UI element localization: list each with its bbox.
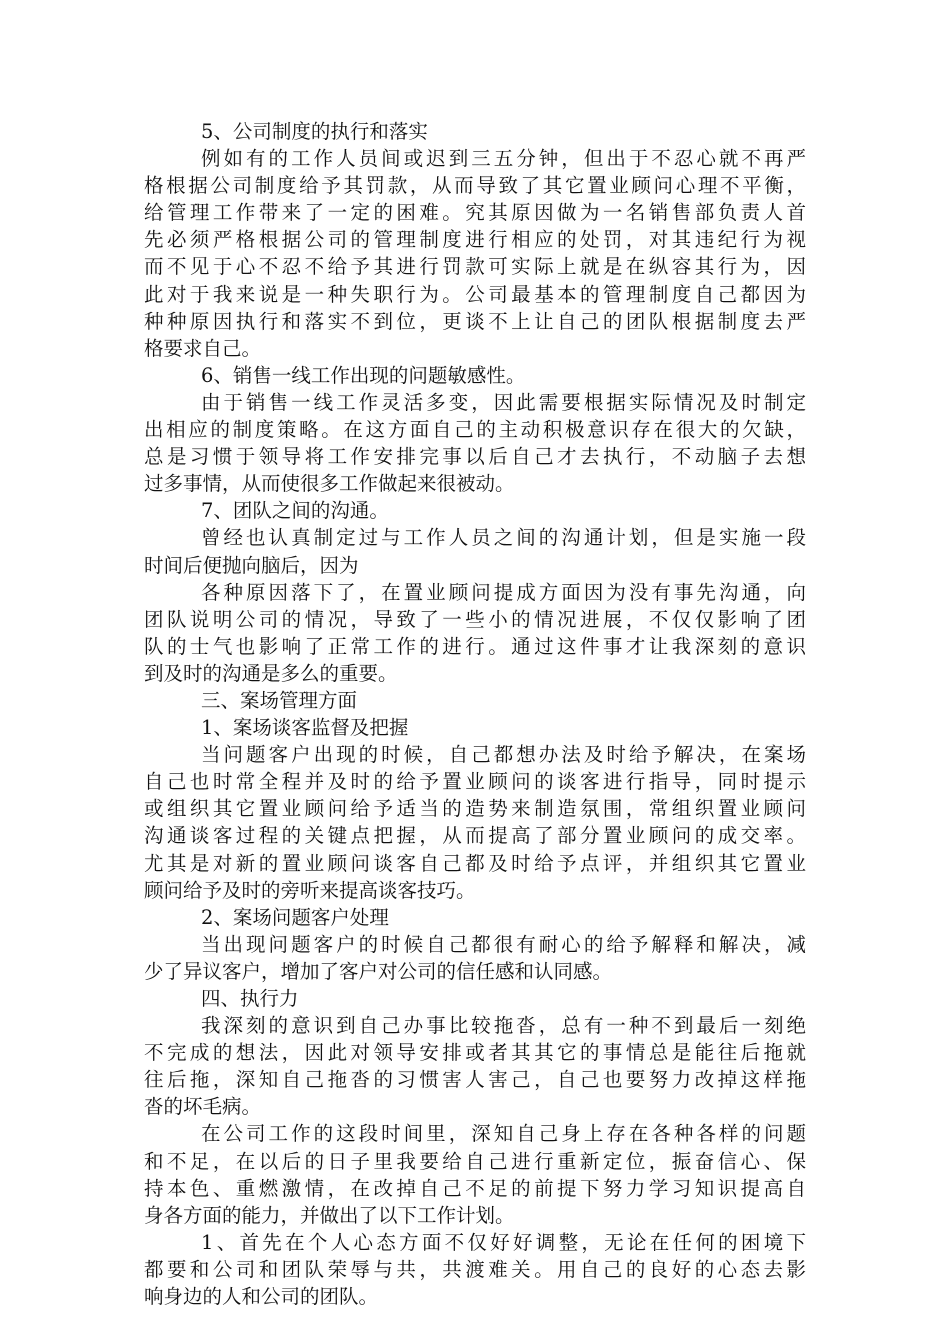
paragraph-line: 过多事情，从而使很多工作做起来很被动。 (144, 472, 515, 496)
paragraph-line: 格要求自己。 (144, 336, 262, 360)
paragraph-line: 自己也时常全程并及时的给予置业顾问的谈客进行指导，同时提示 (144, 770, 806, 794)
paragraph-line: 例如有的工作人员间或迟到三五分钟，但出于不忍心就不再严 (201, 147, 806, 171)
paragraph-line: 曾经也认真制定过与工作人员之间的沟通计划，但是实施一段 (201, 526, 806, 550)
paragraph-line: 各种原因落下了，在置业顾问提成方面因为没有事先沟通，向 (201, 580, 806, 604)
paragraph-line: 先必须严格根据公司的管理制度进行相应的处罚，对其违纪行为视 (144, 228, 806, 252)
section-heading: 2、案场问题客户处理 (201, 905, 389, 929)
paragraph-line: 而不见于心不忍不给予其进行罚款可实际上就是在纵容其行为，因 (144, 255, 806, 279)
paragraph-line: 或组织其它置业顾问给予适当的造势来制造氛围，常组织置业顾问 (144, 797, 806, 821)
paragraph-line: 持本色、重燃激情，在改掉自己不足的前提下努力学习知识提高自 (144, 1176, 806, 1200)
section-heading: 三、案场管理方面 (201, 688, 358, 712)
paragraph-line: 种种原因执行和落实不到位，更谈不上让自己的团队根据制度去严 (144, 309, 806, 333)
paragraph-line: 时间后便抛向脑后，因为 (144, 553, 359, 577)
paragraph-line: 尤其是对新的置业顾问谈客自己都及时给予点评，并组织其它置业 (144, 851, 806, 875)
paragraph-line: 到及时的沟通是多么的重要。 (144, 661, 398, 685)
paragraph-line: 此对于我来说是一种失职行为。公司最基本的管理制度自己都因为 (144, 282, 806, 306)
paragraph-line: 出相应的制度策略。在这方面自己的主动积极意识存在很大的欠缺， (144, 418, 806, 442)
section-heading: 5、公司制度的执行和落实 (201, 120, 428, 143)
paragraph-line: 当出现问题客户的时候自己都很有耐心的给予解释和解决，减 (201, 932, 806, 956)
paragraph-line: 都要和公司和团队荣辱与共，共渡难关。用自己的良好的心态去影 (144, 1257, 806, 1281)
paragraph-line: 1、首先在个人心态方面不仅好好调整，无论在任何的困境下 (201, 1230, 806, 1254)
paragraph-line: 少了异议客户，增加了客户对公司的信任感和认同感。 (144, 959, 613, 983)
paragraph-line: 不完成的想法，因此对领导安排或者其其它的事情总是能往后拖就 (144, 1041, 806, 1065)
section-heading: 6、销售一线工作出现的问题敏感性。 (201, 363, 526, 387)
section-heading: 1、案场谈客监督及把握 (201, 716, 409, 740)
paragraph-line: 和不足，在以后的日子里我要给自己进行重新定位，振奋信心、保 (144, 1149, 806, 1173)
paragraph-line: 给管理工作带来了一定的困难。究其原因做为一名销售部负责人首 (144, 201, 806, 225)
paragraph-line: 沓的坏毛病。 (144, 1095, 262, 1119)
paragraph-line: 在公司工作的这段时间里，深知自己身上存在各种各样的问题 (201, 1122, 806, 1146)
document-body (144, 118, 806, 1310)
paragraph-line: 总是习惯于领导将工作安排完事以后自己才去执行，不动脑子去想 (144, 445, 806, 469)
paragraph-line: 顾问给予及时的旁听来提高谈客技巧。 (144, 878, 476, 902)
section-heading: 7、团队之间的沟通。 (201, 499, 389, 523)
paragraph-line: 往后拖，深知自己拖沓的习惯害人害己，自己也要努力改掉这样拖 (144, 1068, 806, 1092)
paragraph-line: 身各方面的能力，并做出了以下工作计划。 (144, 1203, 515, 1227)
paragraph-line: 团队说明公司的情况，导致了一些小的情况进展，不仅仅影响了团 (144, 607, 806, 631)
paragraph-line: 格根据公司制度给予其罚款，从而导致了其它置业顾问心理不平衡， (144, 174, 806, 198)
paragraph-line: 由于销售一线工作灵活多变，因此需要根据实际情况及时制定 (201, 390, 806, 414)
paragraph-line: 响身边的人和公司的团队。 (144, 1285, 379, 1309)
paragraph-line: 队的士气也影响了正常工作的进行。通过这件事才让我深刻的意识 (144, 634, 806, 658)
section-heading: 四、执行力 (201, 987, 299, 1010)
paragraph-line: 当问题客户出现的时候，自己都想办法及时给予解决，在案场 (201, 743, 806, 767)
paragraph-line: 沟通谈客过程的关键点把握，从而提高了部分置业顾问的成交率。 (144, 824, 806, 848)
paragraph-line: 我深刻的意识到自己办事比较拖沓，总有一种不到最后一刻绝 (201, 1014, 806, 1038)
